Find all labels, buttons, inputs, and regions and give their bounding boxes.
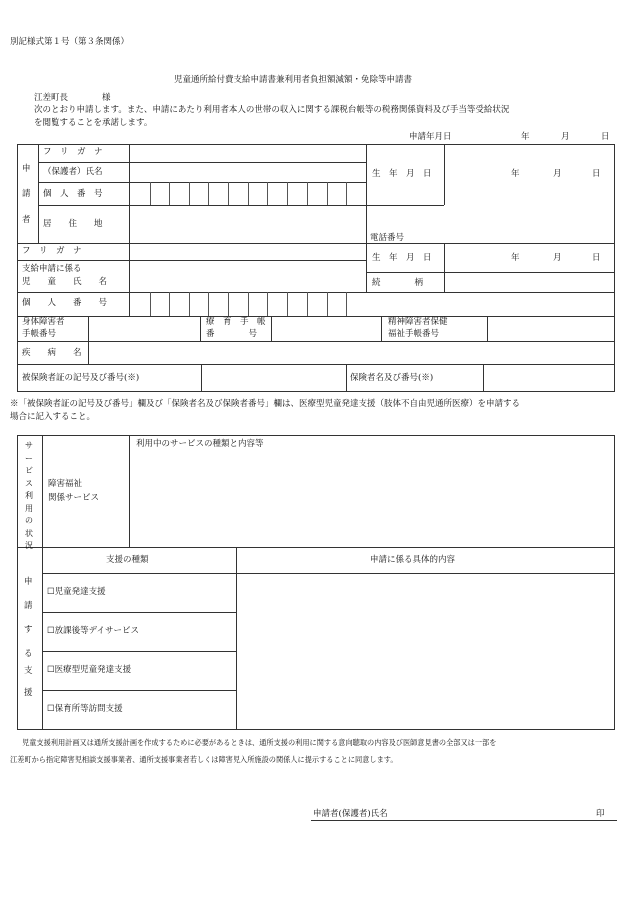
- option-after-school-day[interactable]: ☐放課後等デイサービス: [47, 626, 140, 636]
- mental-handbook-label-2: 福祉手帳番号: [388, 329, 440, 339]
- note-line2: 場合に記入すること。: [10, 412, 96, 422]
- physical-handbook-label-1: 身体障害者: [22, 317, 65, 327]
- applicant-birth-month: 月: [553, 169, 562, 179]
- child-name-label-1: 支給申請に係る: [22, 264, 82, 274]
- addressee: 江差町長 様: [34, 93, 111, 103]
- child-birth-year: 年: [511, 253, 520, 263]
- applicant-birth-year: 年: [511, 169, 520, 179]
- applicant-side-label-3: 者: [22, 215, 31, 225]
- insurance-number-label: 被保険者証の記号及び番号(※): [22, 373, 140, 383]
- child-birth-day: 日: [592, 253, 601, 263]
- consent-line1: 児童支援利用計画又は通所支援計画を作成するために必要があるときは、通所支援の利用に関する意向聴取の内容及び医師意見書の全部又は一部を: [22, 738, 497, 747]
- signature-label: 申請者(保護者)氏名: [313, 809, 388, 819]
- child-birth-month: 月: [553, 253, 562, 263]
- applicant-address-label: 居 住 地: [43, 219, 103, 229]
- applicant-furigana-label: フ リ ガ ナ: [43, 147, 103, 157]
- service-category-label-2: 関係サービス: [48, 493, 100, 503]
- support-table: [17, 548, 615, 730]
- applicant-side-label-1: 申: [22, 164, 31, 174]
- application-date-day: 日: [601, 132, 610, 142]
- physical-handbook-label-2: 手帳番号: [22, 329, 57, 339]
- service-usage-table: [17, 435, 615, 548]
- applicant-birth-date-label: 生 年 月 日: [372, 169, 432, 179]
- seal-mark: 印: [596, 809, 605, 819]
- support-side-label-4: る: [24, 649, 33, 659]
- child-name-label-2: 児 童 氏 名: [22, 277, 108, 287]
- option-nursery-visit[interactable]: ☐保育所等訪問支援: [47, 704, 123, 714]
- form-label: 別記様式第１号（第３条関係）: [10, 37, 130, 47]
- option-medical-child-development[interactable]: ☐医療型児童発達支援: [47, 665, 132, 675]
- rehab-handbook-label-1: 療 育 手 帳: [206, 317, 266, 327]
- support-side-label-6: 援: [24, 688, 33, 698]
- support-side-label-2: 請: [24, 601, 33, 611]
- signature-line: [311, 820, 617, 821]
- child-relationship-label: 続 柄: [372, 278, 424, 288]
- service-usage-side-label: サービス利用の状況: [25, 441, 33, 550]
- child-my-number-label: 個 人 番 号: [22, 298, 108, 308]
- applicant-birth-day: 日: [592, 169, 601, 179]
- applicant-phone-label: 電話番号: [370, 233, 405, 243]
- support-side-label-1: 申: [24, 577, 33, 587]
- option-child-development[interactable]: ☐児童発達支援: [47, 587, 106, 597]
- applicant-my-number-label: 個 人 番 号: [43, 189, 103, 199]
- support-side-label-5: 支: [24, 666, 33, 676]
- applicant-name-label: （保護者）氏名: [43, 167, 103, 177]
- support-side-label-3: す: [24, 625, 33, 635]
- child-furigana-label: フ リ ガ ナ: [22, 246, 82, 256]
- applicant-side-label-2: 請: [22, 189, 31, 199]
- insurer-label: 保険者名及び番号(※): [350, 373, 434, 383]
- intro-text-line2: を閲覧することを承諾します。: [34, 118, 153, 128]
- child-birth-date-label: 生 年 月 日: [372, 253, 432, 263]
- page-title: 児童通所給付費支給申請書兼利用者負担額減額・免除等申請書: [174, 75, 413, 85]
- service-category-label-1: 障害福祉: [48, 479, 83, 489]
- application-date-year: 年: [521, 132, 530, 142]
- intro-text-line1: 次のとおり申請します。また、申請にあたり利用者本人の世帯の収入に関する課税台帳等の税務関係資料及び手当等受給状況: [34, 105, 510, 115]
- mental-handbook-label-1: 精神障害者保健: [388, 317, 448, 327]
- service-usage-header: 利用中のサービスの種類と内容等: [136, 439, 264, 449]
- support-detail-header: 申請に係る具体的内容: [370, 555, 456, 565]
- consent-line2: 江差町から指定障害児相談支援事業者、通所支援事業者若しくは障害児入所施設の関係人に提示することに同意します。: [10, 755, 398, 764]
- application-date-label: 申請年月日: [409, 132, 452, 142]
- rehab-handbook-label-2: 番 号: [206, 329, 258, 339]
- disease-name-label: 疾 病 名: [22, 348, 82, 358]
- note-line1: ※「被保険者証の記号及び番号」欄及び「保険者名及び保険者番号」欄は、医療型児童発達支援（肢体不自由児通所医療）を申請する: [10, 399, 521, 409]
- support-type-header: 支援の種類: [106, 555, 149, 565]
- application-date-month: 月: [561, 132, 570, 142]
